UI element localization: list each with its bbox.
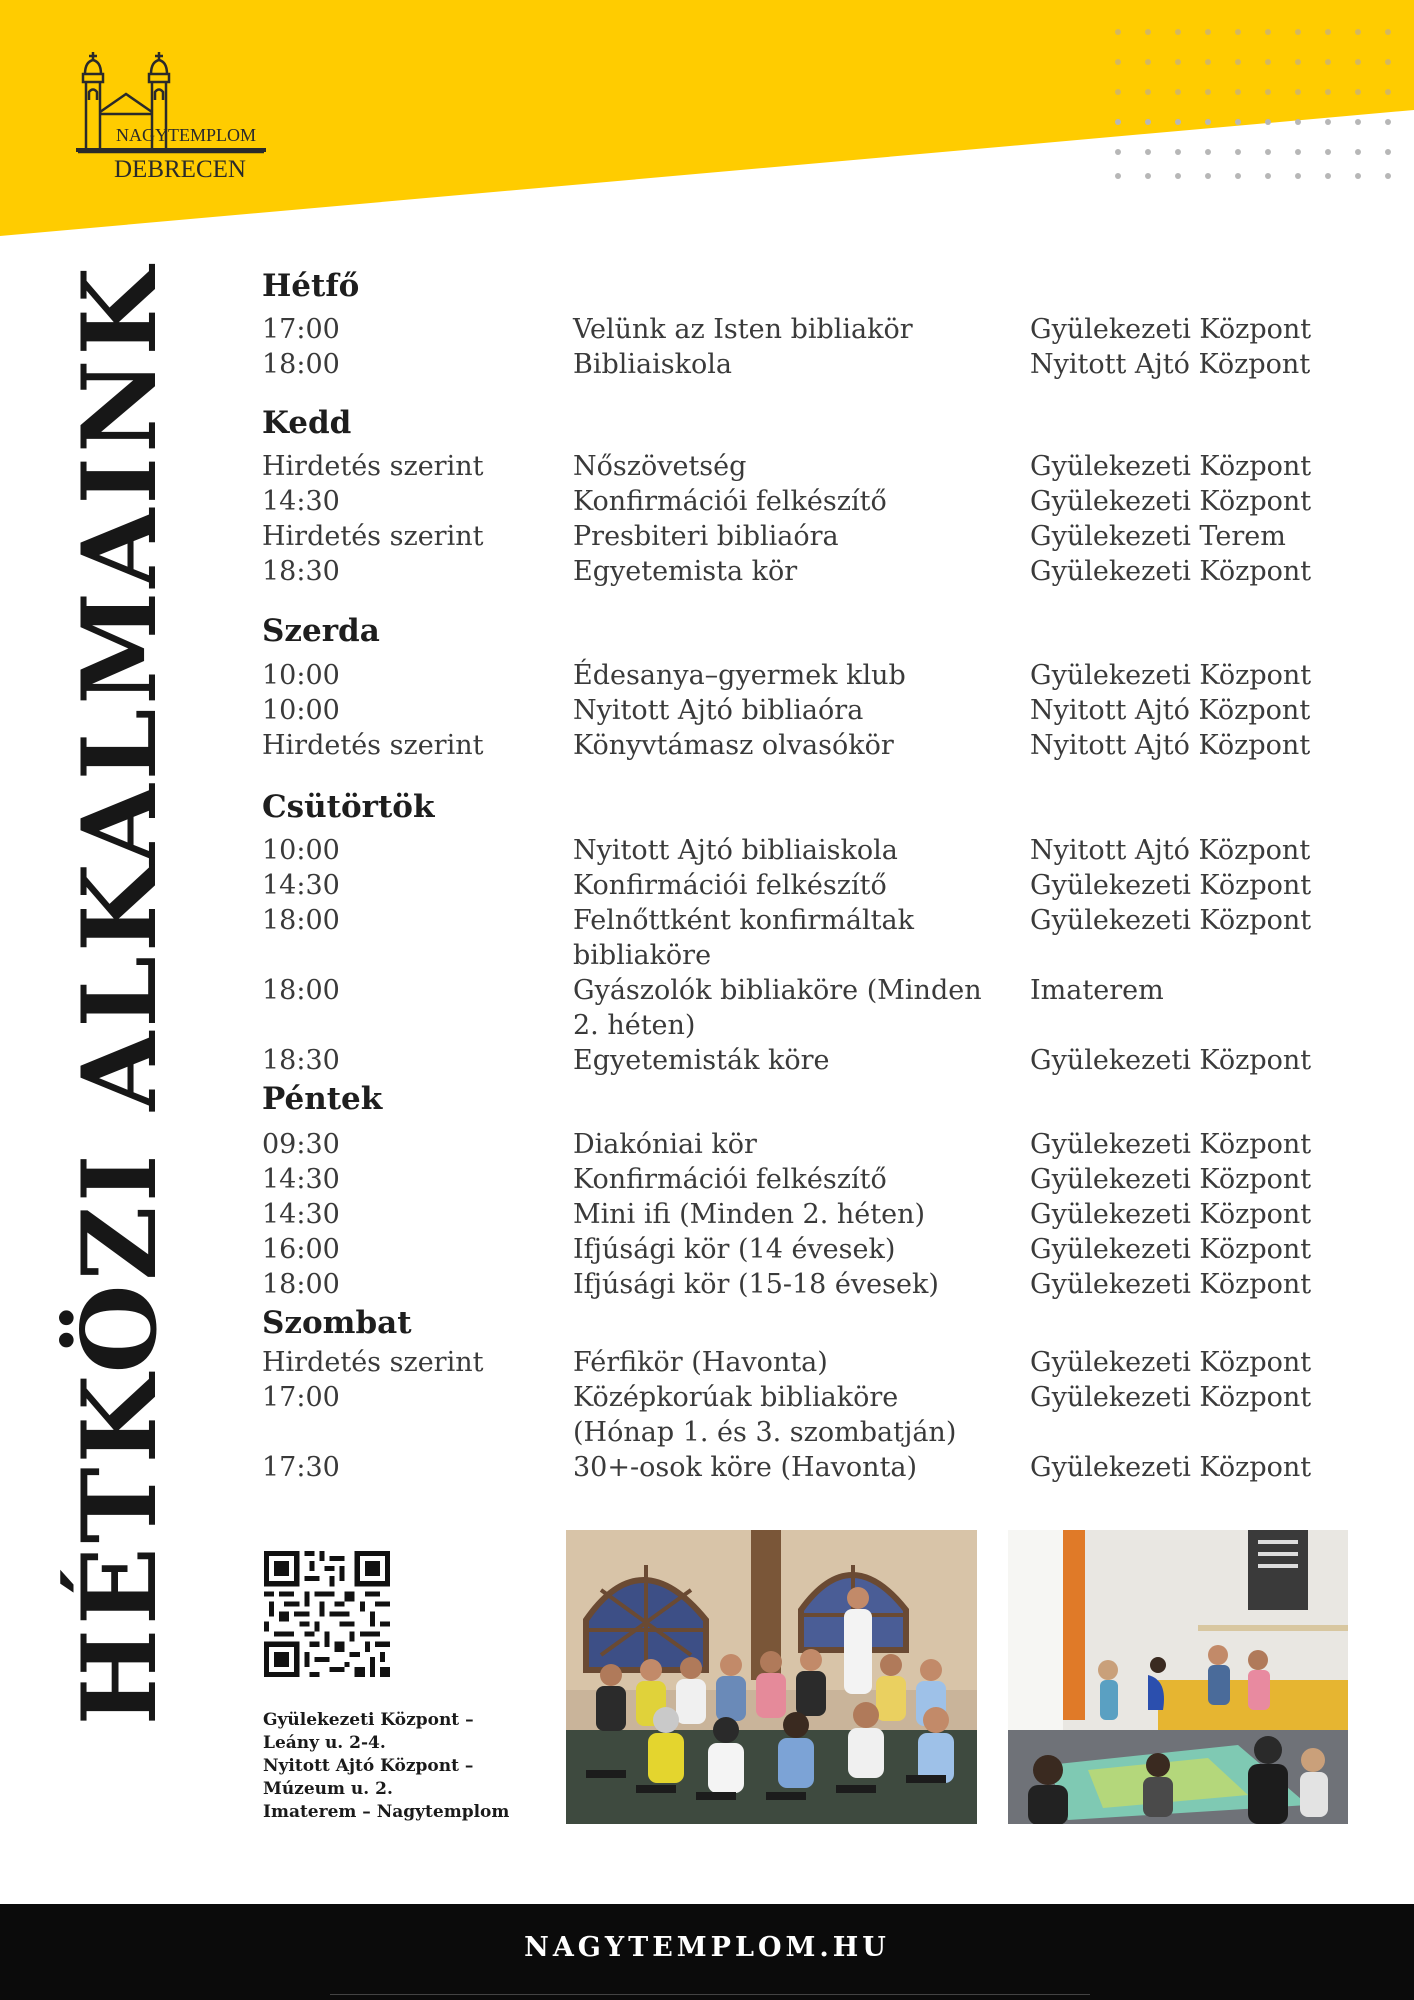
row-place: Gyülekezeti Központ bbox=[1030, 1234, 1312, 1265]
row-time: 18:00 bbox=[262, 975, 340, 1006]
day-heading-friday: Péntek bbox=[262, 1081, 383, 1117]
row-time: 14:30 bbox=[262, 486, 340, 517]
row-time: 14:30 bbox=[262, 1164, 340, 1195]
row-event: Férfikör (Havonta) bbox=[573, 1347, 828, 1378]
row-event: Nyitott Ajtó bibliaóra bbox=[573, 695, 864, 726]
day-heading-thursday: Csütörtök bbox=[262, 789, 435, 825]
group-meeting-photo bbox=[566, 1530, 977, 1824]
row-time: 10:00 bbox=[262, 695, 340, 726]
footer-divider bbox=[330, 1994, 1090, 1995]
website-link[interactable]: NAGYTEMPLOM.HU bbox=[524, 1932, 890, 1963]
row-time: 10:00 bbox=[262, 660, 340, 691]
dot-pattern bbox=[1110, 26, 1400, 186]
children-playroom-photo bbox=[1008, 1530, 1348, 1824]
row-place: Gyülekezeti Terem bbox=[1030, 521, 1286, 552]
row-event: Velünk az Isten bibliakör bbox=[573, 314, 913, 345]
row-event: Egyetemisták köre bbox=[573, 1045, 830, 1076]
row-event: Presbiteri bibliaóra bbox=[573, 521, 839, 552]
row-event: Felnőttként konfirmáltak bibliaköre bbox=[573, 905, 914, 971]
row-time: 09:30 bbox=[262, 1129, 340, 1160]
day-heading-wednesday: Szerda bbox=[262, 613, 380, 649]
page-title-text: HÉTKÖZI ALKALMAINK bbox=[60, 263, 180, 1726]
row-place: Gyülekezeti Központ bbox=[1030, 870, 1312, 901]
address-line: Leány u. 2-4. bbox=[263, 1733, 386, 1753]
row-place: Gyülekezeti Központ bbox=[1030, 905, 1312, 936]
row-place: Nyitott Ajtó Központ bbox=[1030, 835, 1311, 866]
row-place: Gyülekezeti Központ bbox=[1030, 314, 1312, 345]
row-time: 14:30 bbox=[262, 1199, 340, 1230]
row-time: 17:00 bbox=[262, 1382, 340, 1413]
row-place: Gyülekezeti Központ bbox=[1030, 486, 1312, 517]
row-place: Gyülekezeti Központ bbox=[1030, 1164, 1312, 1195]
row-time: 16:00 bbox=[262, 1234, 340, 1265]
row-place: Gyülekezeti Központ bbox=[1030, 1199, 1312, 1230]
row-place: Gyülekezeti Központ bbox=[1030, 1347, 1312, 1378]
row-place: Gyülekezeti Központ bbox=[1030, 660, 1312, 691]
page-title bbox=[60, 263, 180, 1726]
address-line: Nyitott Ajtó Központ – bbox=[263, 1756, 474, 1776]
row-place: Gyülekezeti Központ bbox=[1030, 451, 1312, 482]
row-event: Konfirmációi felkészítő bbox=[573, 870, 887, 901]
row-event: Konfirmációi felkészítő bbox=[573, 1164, 887, 1195]
row-time: Hirdetés szerint bbox=[262, 521, 484, 552]
row-place: Imaterem bbox=[1030, 975, 1164, 1006]
logo bbox=[76, 52, 266, 192]
row-place: Gyülekezeti Központ bbox=[1030, 556, 1312, 587]
row-event: Könyvtámasz olvasókör bbox=[573, 730, 894, 761]
row-event: Ifjúsági kör (14 évesek) bbox=[573, 1234, 896, 1265]
row-time: 18:30 bbox=[262, 556, 340, 587]
row-event: Konfirmációi felkészítő bbox=[573, 486, 887, 517]
address-line: Imaterem – Nagytemplom bbox=[263, 1802, 510, 1822]
row-place: Gyülekezeti Központ bbox=[1030, 1129, 1312, 1160]
row-event: Egyetemista kör bbox=[573, 556, 798, 587]
day-heading-saturday: Szombat bbox=[262, 1305, 412, 1341]
row-place: Gyülekezeti Központ bbox=[1030, 1269, 1312, 1300]
address-line: Múzeum u. 2. bbox=[263, 1779, 393, 1799]
row-place: Gyülekezeti Központ bbox=[1030, 1045, 1312, 1076]
address-line: Gyülekezeti Központ – bbox=[263, 1710, 474, 1730]
day-heading-tuesday: Kedd bbox=[262, 405, 352, 441]
day-heading-monday: Hétfő bbox=[262, 268, 360, 304]
row-place: Nyitott Ajtó Központ bbox=[1030, 349, 1311, 380]
row-event: Nőszövetség bbox=[573, 451, 747, 482]
row-time: 17:30 bbox=[262, 1452, 340, 1483]
row-time: 18:00 bbox=[262, 349, 340, 380]
row-event: Középkorúak bibliaköre (Hónap 1. és 3. szombatján) bbox=[573, 1382, 957, 1448]
row-place: Nyitott Ajtó Központ bbox=[1030, 730, 1311, 761]
row-time: Hirdetés szerint bbox=[262, 451, 484, 482]
logo-line-2: DEBRECEN bbox=[114, 156, 246, 183]
row-place: Nyitott Ajtó Központ bbox=[1030, 695, 1311, 726]
row-event: Diakóniai kör bbox=[573, 1129, 757, 1160]
row-time: Hirdetés szerint bbox=[262, 730, 484, 761]
row-place: Gyülekezeti Központ bbox=[1030, 1452, 1312, 1483]
row-event: Gyászolók bibliaköre (Minden 2. héten) bbox=[573, 975, 982, 1041]
address-list bbox=[263, 1709, 553, 1824]
row-event: 30+-osok köre (Havonta) bbox=[573, 1452, 918, 1483]
row-place: Gyülekezeti Központ bbox=[1030, 1382, 1312, 1413]
qr-code[interactable] bbox=[264, 1551, 390, 1677]
logo-line-1: NAGYTEMPLOM bbox=[116, 125, 257, 145]
row-time: Hirdetés szerint bbox=[262, 1347, 484, 1378]
row-event: Nyitott Ajtó bibliaiskola bbox=[573, 835, 898, 866]
row-time: 18:30 bbox=[262, 1045, 340, 1076]
row-time: 14:30 bbox=[262, 870, 340, 901]
row-time: 18:00 bbox=[262, 905, 340, 936]
row-event: Bibliaiskola bbox=[573, 349, 732, 380]
row-event: Édesanya–gyermek klub bbox=[573, 660, 906, 691]
row-time: 10:00 bbox=[262, 835, 340, 866]
footer bbox=[0, 1904, 1414, 2000]
row-time: 17:00 bbox=[262, 314, 340, 345]
row-event: Mini ifi (Minden 2. héten) bbox=[573, 1199, 926, 1230]
row-time: 18:00 bbox=[262, 1269, 340, 1300]
row-event: Ifjúsági kör (15-18 évesek) bbox=[573, 1269, 939, 1300]
